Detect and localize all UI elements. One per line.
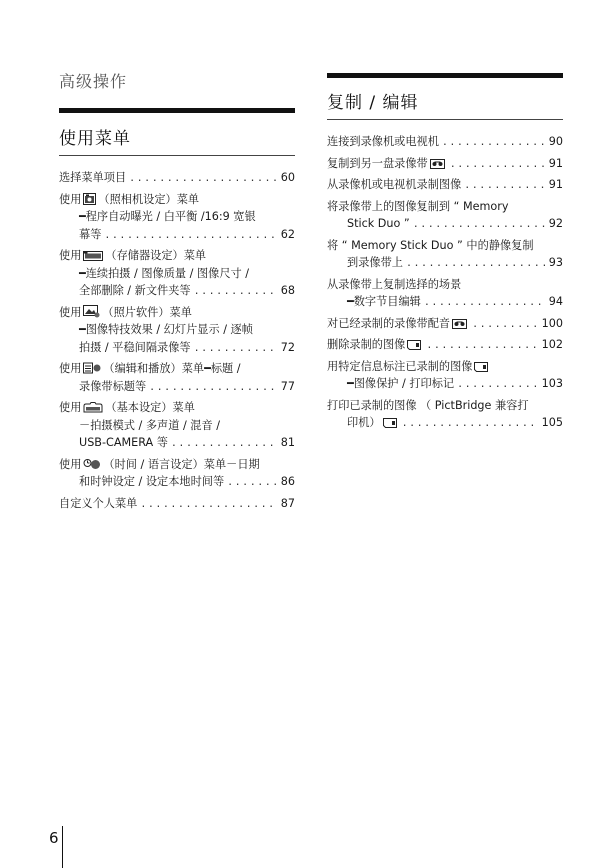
page-ref: 92 <box>548 217 563 230</box>
page-number-rule <box>62 826 63 868</box>
entry-text: （照相机设定）菜单 <box>98 192 200 206</box>
entry-text: ━图像特技效果 / 幻灯片显示 / 逐帧 <box>79 323 253 336</box>
entry-text: 将录像带上的图像复制到 “ Memory <box>327 199 509 213</box>
entry-text: 到录像带上 <box>347 256 403 269</box>
entry-text: 从录像带上复制选择的场景 <box>327 277 462 291</box>
page-ref: 72 <box>280 340 295 354</box>
dot-leader <box>472 316 539 334</box>
memory-settings-icon <box>83 251 103 261</box>
section-title: 高级操作 <box>59 72 128 91</box>
entry-text: 使用 <box>59 401 82 414</box>
page-ref: 81 <box>280 436 295 449</box>
dot-leader <box>442 134 546 152</box>
entry-text: 删除录制的图像 <box>327 338 406 351</box>
heading-rule <box>59 108 295 113</box>
dot-leader <box>413 216 546 234</box>
dot-leader <box>194 283 278 301</box>
dot-leader <box>104 227 277 245</box>
memory-stick-icon <box>383 418 397 428</box>
entry-text: 使用 <box>59 249 82 262</box>
toc-entry-delete-images[interactable] <box>327 336 563 355</box>
toc-entry-picture-application[interactable] <box>59 304 295 358</box>
toc-entry-digital-program-editing[interactable] <box>327 276 563 312</box>
entry-text: ━连续拍摄 / 图像质量 / 图像尺寸 / <box>79 266 250 280</box>
entry-text: 自定义个人菜单 <box>59 496 138 510</box>
page-ref: 77 <box>280 379 295 393</box>
right-column <box>327 73 563 436</box>
dot-leader <box>129 170 278 188</box>
entry-text: －拍摄模式 / 多声道 / 混音 / <box>79 418 220 432</box>
tape-icon <box>452 319 467 329</box>
toc-entry-memory-settings[interactable] <box>59 247 295 301</box>
entry-text: （基本设定）菜单 <box>105 401 195 414</box>
entry-text: （编辑和播放）菜单━标题 / <box>103 362 241 375</box>
entry-text: 复制到另一盘录像带 <box>327 156 428 170</box>
entry-text: 从录像机或电视机录制图像 <box>327 178 462 191</box>
toc-entry-record-from-vcr-tv[interactable] <box>327 176 563 195</box>
page-ref: 90 <box>548 135 563 148</box>
entry-text: （时间 / 语言设定）菜单－日期 <box>103 457 260 471</box>
toc-entry-personal-menu[interactable] <box>59 495 295 514</box>
entry-text: 使用 <box>59 192 82 206</box>
entry-text: （存储器设定）菜单 <box>105 249 207 262</box>
entry-text: ━图像保护 / 打印标记 <box>347 377 455 390</box>
dot-leader <box>457 376 539 394</box>
page-ref: 105 <box>541 416 563 429</box>
page-ref: 68 <box>280 284 295 297</box>
memory-stick-icon <box>474 362 488 372</box>
dot-leader <box>424 294 546 312</box>
entry-text: 和时钟设定 / 设定本地时间等 <box>79 475 225 488</box>
left-toc <box>59 169 295 513</box>
entry-text: 打印已录制的图像 （ PictBridge 兼容打 <box>327 398 529 412</box>
memory-stick-icon <box>407 340 421 350</box>
entry-text: ━程序自动曝光 / 白平衡 /16:9 宽银 <box>79 210 256 223</box>
entry-text: ━数字节目编辑 <box>347 295 421 308</box>
page-ref: 87 <box>280 496 295 510</box>
page-number: 6 <box>49 829 59 847</box>
toc-entry-edit-play[interactable] <box>59 360 295 396</box>
page-ref: 91 <box>548 178 563 191</box>
entry-text: Stick Duo ” <box>347 217 410 230</box>
entry-text: 使用 <box>59 305 82 319</box>
page-ref: 91 <box>548 156 563 170</box>
entry-text: 拍摄 / 平稳间隔录像等 <box>79 340 191 354</box>
toc-entry-protect-print-mark[interactable] <box>327 358 563 394</box>
entry-text: 将 “ Memory Stick Duo ” 中的静像复制 <box>327 238 534 252</box>
toc-entry-time-language[interactable] <box>59 456 295 492</box>
entry-text: 用特定信息标注已录制的图像 <box>327 359 473 373</box>
entry-text: 幕等 <box>79 227 102 241</box>
tape-icon <box>430 159 445 169</box>
entry-text: 连接到录像机或电视机 <box>327 135 439 148</box>
dot-leader <box>171 435 278 453</box>
entry-text: （照片软件）菜单 <box>102 305 192 319</box>
entry-text: 印机） <box>347 416 381 429</box>
dot-leader <box>227 474 278 492</box>
entry-text: 使用 <box>59 362 82 375</box>
page-ref: 60 <box>280 171 295 184</box>
left-column <box>59 108 295 516</box>
dot-leader <box>450 156 546 174</box>
entry-text: 使用 <box>59 457 82 471</box>
edit-play-icon <box>83 362 101 374</box>
toc-entry-select-menu[interactable] <box>59 169 295 188</box>
dot-leader <box>402 415 539 433</box>
dot-leader <box>426 337 538 355</box>
dot-leader <box>464 177 545 195</box>
page-ref: 103 <box>541 377 563 390</box>
right-toc <box>327 133 563 433</box>
picture-application-icon <box>83 305 100 318</box>
dot-leader <box>149 379 278 397</box>
entry-text: 全部删除 / 新文件夹等 <box>79 284 191 297</box>
time-language-icon <box>83 458 101 470</box>
right-heading: 复制 / 编辑 <box>327 88 563 120</box>
toc-entry-camera-settings[interactable] <box>59 191 295 245</box>
toc-entry-standard-settings[interactable] <box>59 399 295 453</box>
dot-leader <box>140 496 277 514</box>
page-ref: 94 <box>548 295 563 308</box>
toc-entry-copy-stills-to-tape[interactable] <box>327 237 563 273</box>
page-ref: 62 <box>280 227 295 241</box>
page-ref: 86 <box>280 475 295 488</box>
toc-entry-pictbridge-print[interactable] <box>327 397 563 433</box>
page-ref: 100 <box>541 316 563 330</box>
camera-settings-icon <box>83 193 96 205</box>
toc-entry-dub-to-tape[interactable] <box>327 155 563 174</box>
entry-text: USB-CAMERA 等 <box>79 436 168 449</box>
entry-text: 选择菜单项目 <box>59 171 127 184</box>
heading-rule <box>327 73 563 78</box>
left-heading: 使用菜单 <box>59 124 295 156</box>
page-ref: 93 <box>548 256 563 269</box>
entry-text: 录像带标题等 <box>79 379 147 393</box>
toc-entry-audio-dubbing[interactable] <box>327 315 563 334</box>
entry-text: 对已经录制的录像带配音 <box>327 316 451 330</box>
dot-leader <box>406 255 546 273</box>
dot-leader <box>194 340 278 358</box>
toc-entry-copy-to-memory-stick[interactable] <box>327 198 563 234</box>
page-ref: 102 <box>541 338 563 351</box>
standard-settings-icon <box>83 402 103 413</box>
toc-entry-connect-vcr-tv[interactable] <box>327 133 563 152</box>
